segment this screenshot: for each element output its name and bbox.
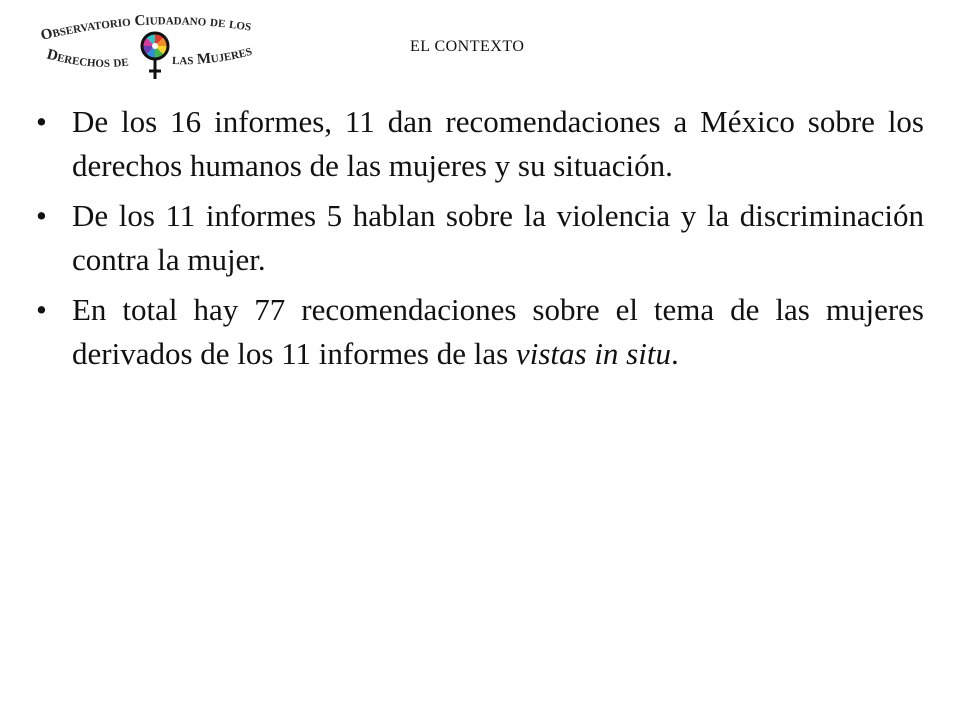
bullet-text-end: . [670,336,679,371]
bullet-marker: • [36,104,47,139]
bullet-text: De los 16 informes, 11 dan recomendaciones a México sobre los derechos humanos de las mujeres y su situación. [72,104,924,183]
bullet-marker: • [36,292,47,327]
logo-line-2a: Derechos de [45,46,130,71]
bullet-item [36,194,924,282]
bullet-marker: • [36,198,47,233]
bullet-item [36,100,924,188]
logo-line-2b: las Mujeres [171,42,254,69]
logo-graphic [36,14,276,84]
observatorio-logo [36,14,276,84]
bullet-item [36,288,924,376]
logo-line-1: Observatorio Ciudadano de los [39,14,253,44]
wheel-hub [152,43,158,49]
section-title: EL CONTEXTO [410,38,525,55]
bullet-text: De los 11 informes 5 hablan sobre la violencia y la discriminación contra la mujer. [72,198,924,277]
bullet-list [36,100,924,382]
bullet-text-italic: vistas in situ [515,336,671,371]
venus-symbol-icon [142,33,168,79]
bullet-text-main: En total hay 77 recomendaciones sobre el tema de las mujeres derivados de los 11 informes de las [72,292,924,371]
bullet-text [72,292,924,371]
